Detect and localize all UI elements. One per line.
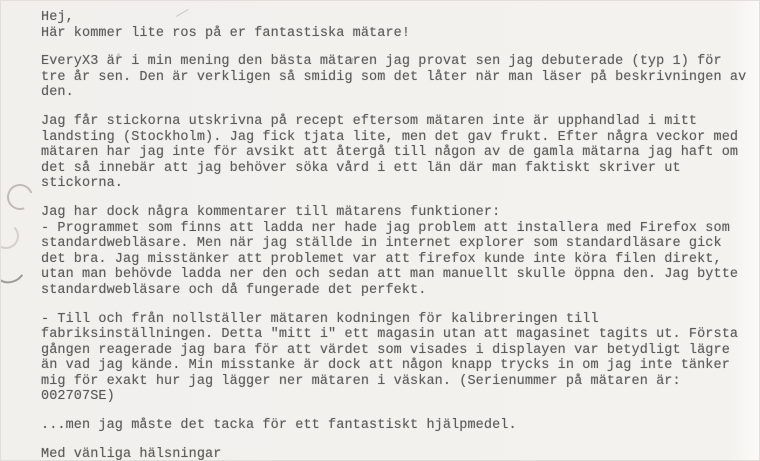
pen-loop-artifact	[0, 223, 19, 249]
letter-line: Hej,	[41, 10, 74, 25]
letter-line: det bra. Jag misstänker att problemet var att firefox kunde inte köra filen direkt,	[41, 251, 722, 267]
letter-line: Jag har dock några kommentarer till mätarens funktioner:	[41, 204, 501, 220]
letter-line: gången reagerade jag bara för att värdet som visades i displayen var betydligt lägre	[41, 342, 730, 358]
letter-line: EveryX3 är i min mening den bästa mätaren jag provat sen jag debuterade (typ 1) för	[41, 54, 722, 70]
paragraph-thanks	[41, 418, 751, 434]
paragraph-software-issue	[41, 205, 751, 299]
letter-line: stickorna.	[41, 176, 124, 192]
letter-line: mig för exakt hur jag lägger ner mätaren i väskan. (Serienummer på mätaren är:	[41, 373, 681, 389]
paragraph-calibration-issue	[41, 312, 751, 406]
letter-line: landsting (Stockholm). Jag fick tjata lite, men det gav frukt. Efter några veckor med	[41, 129, 739, 145]
letter-line: Med vänliga hälsningar	[41, 446, 222, 461]
letter-line: Jag får stickorna utskrivna på recept eftersom mätaren inte är upphandlad i mitt	[41, 113, 698, 129]
letter-body	[41, 10, 751, 461]
letter-line: - Programmet som finns att ladda ner hade jag problem att installera med Firefox som	[41, 220, 730, 236]
letter-line: ...men jag måste det tacka för ett fantastiskt hjälpmedel.	[41, 418, 517, 434]
paragraph-prescription	[41, 114, 751, 192]
letter-line: standardwebläsare. Men när jag ställde in internet explorer som standardläsare gick	[41, 236, 722, 252]
letter-line: fabriksinställningen. Detta "mitt i" ett magasin utan att magasinet tagits ut. Första	[41, 327, 739, 343]
letter-line: det så innebär att jag behöver söka vård i ett län där man faktiskt skriver ut	[41, 160, 681, 176]
letter-line: standardwebläsare och då fungerade det perfekt.	[41, 282, 427, 298]
letter-line: än vad jag kände. Min misstanke är dock att någon knapp trycks in om jag inte tänker	[41, 358, 730, 374]
letter-line: - Till och från nollställer mätaren kodningen för kalibreringen till	[41, 311, 599, 327]
letter-line: Här kommer lite ros på er fantastiska mätare!	[41, 25, 411, 41]
letter-line: den.	[41, 85, 74, 101]
letter-line: 002707SE)	[41, 389, 115, 405]
paragraph-greeting	[41, 10, 751, 41]
pen-loop-artifact	[0, 255, 28, 287]
paragraph-closing	[41, 447, 751, 461]
paragraph-praise	[41, 54, 751, 101]
pen-loop-artifact	[3, 180, 38, 215]
letter-line: utan man behövde ladda ner den och sedan att man manuellt skulle öppna den. Jag bytte	[41, 267, 739, 283]
letter-line: tre år sen. Den är verkligen så smidig som det låter när man läser på beskrivningen av	[41, 69, 747, 85]
letter-line: mätaren har jag inte för avsikt att återgå till någon av de gamla mätarna jag haft om	[41, 145, 739, 161]
